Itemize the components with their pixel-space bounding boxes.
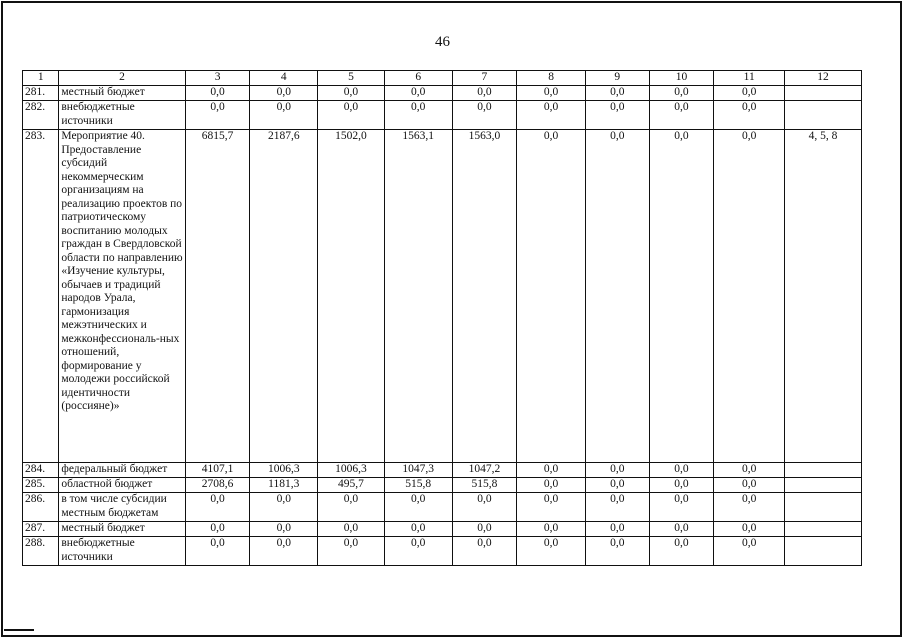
value-cell: 1006,3 (318, 463, 385, 478)
row-name: областной бюджет (59, 478, 185, 493)
value-cell: 0,0 (649, 522, 714, 537)
table-row (23, 537, 862, 566)
value-cell: 0,0 (649, 478, 714, 493)
value-cell: 0,0 (714, 522, 785, 537)
value-cell: 0,0 (452, 101, 517, 130)
value-cell: 4107,1 (185, 463, 250, 478)
value-cell: 2708,6 (185, 478, 250, 493)
bottom-rule (4, 629, 34, 631)
value-cell: 495,7 (318, 478, 385, 493)
header-cell: 6 (384, 71, 452, 86)
value-cell: 0,0 (649, 101, 714, 130)
header-cell: 11 (714, 71, 785, 86)
row-name: в том числе субсидии местным бюджетам (59, 493, 185, 522)
value-cell: 0,0 (185, 101, 250, 130)
value-cell: 0,0 (185, 493, 250, 522)
row-name: местный бюджет (59, 522, 185, 537)
budget-table (22, 70, 862, 566)
value-cell: 0,0 (250, 537, 318, 566)
value-cell: 0,0 (517, 86, 586, 101)
value-cell: 0,0 (185, 522, 250, 537)
value-cell: 0,0 (517, 522, 586, 537)
header-cell: 1 (23, 71, 59, 86)
value-cell: 0,0 (649, 493, 714, 522)
table-row (23, 463, 862, 478)
row-name: внебюджетные источники (59, 101, 185, 130)
value-cell: 0,0 (517, 478, 586, 493)
value-cell: 0,0 (585, 86, 649, 101)
value-cell: 0,0 (714, 101, 785, 130)
row-number: 281. (23, 86, 59, 101)
header-cell: 12 (785, 71, 862, 86)
value-cell: 0,0 (585, 101, 649, 130)
value-cell: 1502,0 (318, 130, 385, 463)
value-cell: 0,0 (714, 493, 785, 522)
value-cell: 0,0 (517, 130, 586, 463)
value-cell: 0,0 (318, 86, 385, 101)
value-cell: 0,0 (250, 86, 318, 101)
value-cell: 0,0 (318, 493, 385, 522)
value-cell: 1563,0 (452, 130, 517, 463)
value-cell: 0,0 (384, 493, 452, 522)
header-cell: 10 (649, 71, 714, 86)
header-cell: 9 (585, 71, 649, 86)
value-cell: 2187,6 (250, 130, 318, 463)
value-cell: 0,0 (517, 101, 586, 130)
value-cell: 0,0 (384, 101, 452, 130)
row-number: 285. (23, 478, 59, 493)
table-row (23, 493, 862, 522)
value-cell: 0,0 (452, 537, 517, 566)
value-cell: 0,0 (517, 463, 586, 478)
value-cell: 0,0 (714, 537, 785, 566)
row-number: 288. (23, 537, 59, 566)
value-cell: 1006,3 (250, 463, 318, 478)
value-cell: 0,0 (714, 463, 785, 478)
header-cell: 3 (185, 71, 250, 86)
value-cell (785, 493, 862, 522)
value-cell: 0,0 (585, 493, 649, 522)
value-cell: 0,0 (585, 522, 649, 537)
value-cell: 0,0 (318, 522, 385, 537)
row-number: 286. (23, 493, 59, 522)
value-cell: 0,0 (384, 86, 452, 101)
value-cell: 0,0 (714, 86, 785, 101)
value-cell: 0,0 (250, 101, 318, 130)
header-cell: 4 (250, 71, 318, 86)
value-cell (785, 463, 862, 478)
row-name: Мероприятие 40. Предоставление субсидий некоммерческим организациям на реализацию проектов по патриотическому воспитанию молодых граждан в Свердловской области по направлению «Изучение культуры, обычаев и традиций народов Урала, гармонизация межэтнических и межконфессиональ-ных отношений, формирование у молодежи российской идентичности (россияне)» (59, 130, 185, 463)
header-cell: 8 (517, 71, 586, 86)
value-cell (785, 101, 862, 130)
value-cell: 0,0 (517, 493, 586, 522)
value-cell: 0,0 (452, 493, 517, 522)
row-number: 282. (23, 101, 59, 130)
table-header-row (23, 71, 862, 86)
value-cell: 0,0 (649, 86, 714, 101)
value-cell (785, 522, 862, 537)
value-cell: 0,0 (714, 478, 785, 493)
value-cell: 515,8 (384, 478, 452, 493)
value-cell: 0,0 (649, 463, 714, 478)
header-cell: 7 (452, 71, 517, 86)
row-number: 284. (23, 463, 59, 478)
value-cell: 1181,3 (250, 478, 318, 493)
value-cell: 0,0 (185, 86, 250, 101)
value-cell: 0,0 (250, 493, 318, 522)
value-cell: 515,8 (452, 478, 517, 493)
header-cell: 2 (59, 71, 185, 86)
value-cell: 0,0 (585, 130, 649, 463)
table-row (23, 130, 862, 463)
value-cell: 0,0 (585, 537, 649, 566)
table-row (23, 86, 862, 101)
row-number: 287. (23, 522, 59, 537)
value-cell: 0,0 (384, 522, 452, 537)
row-name: внебюджетные источники (59, 537, 185, 566)
value-cell: 0,0 (250, 522, 318, 537)
header-cell: 5 (318, 71, 385, 86)
row-name: федеральный бюджет (59, 463, 185, 478)
value-cell: 4, 5, 8 (785, 130, 862, 463)
value-cell: 0,0 (318, 537, 385, 566)
value-cell (785, 537, 862, 566)
value-cell (785, 478, 862, 493)
value-cell: 0,0 (318, 101, 385, 130)
value-cell: 0,0 (585, 478, 649, 493)
value-cell: 0,0 (714, 130, 785, 463)
value-cell: 0,0 (649, 130, 714, 463)
row-name: местный бюджет (59, 86, 185, 101)
value-cell: 0,0 (585, 463, 649, 478)
value-cell (785, 86, 862, 101)
value-cell: 0,0 (649, 537, 714, 566)
value-cell: 1047,2 (452, 463, 517, 478)
page-number: 46 (435, 34, 450, 50)
value-cell: 1563,1 (384, 130, 452, 463)
table-row (23, 478, 862, 493)
row-number: 283. (23, 130, 59, 463)
value-cell: 0,0 (452, 522, 517, 537)
value-cell: 0,0 (452, 86, 517, 101)
table-row (23, 101, 862, 130)
value-cell: 6815,7 (185, 130, 250, 463)
value-cell: 0,0 (517, 537, 586, 566)
value-cell: 1047,3 (384, 463, 452, 478)
value-cell: 0,0 (185, 537, 250, 566)
table-row (23, 522, 862, 537)
value-cell: 0,0 (384, 537, 452, 566)
